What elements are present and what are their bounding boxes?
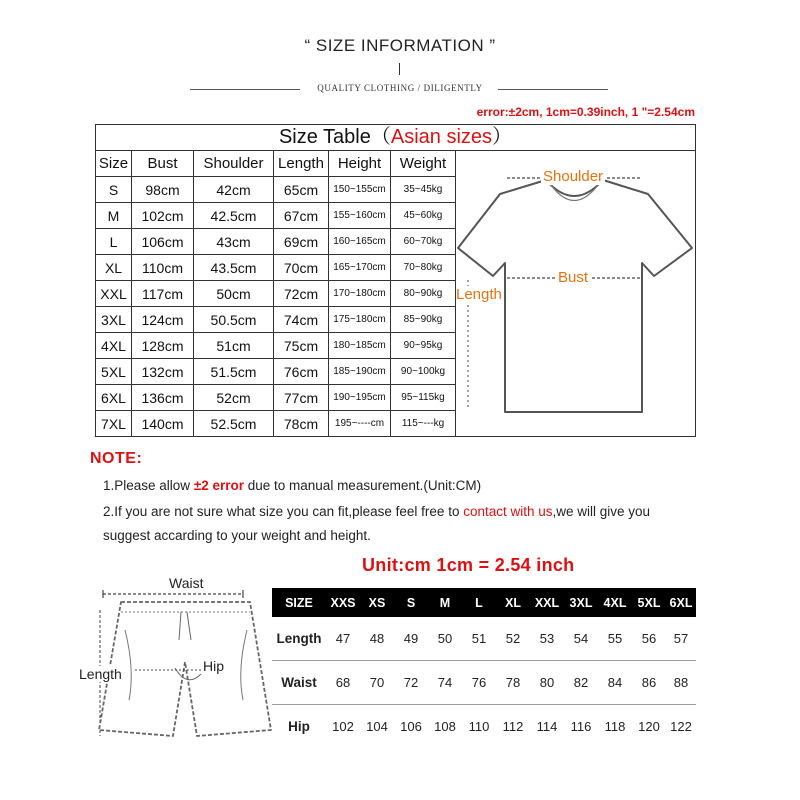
size-table-cell: 110cm (132, 255, 194, 281)
shorts-table-header-cell: L (462, 588, 496, 617)
size-table-cell: 98cm (132, 177, 194, 203)
size-table-cell: 136cm (132, 385, 194, 411)
shorts-table-cell: 47 (326, 617, 360, 661)
shorts-table-header-cell: 6XL (666, 588, 696, 617)
size-table-title-highlight: Asian sizes (390, 126, 493, 148)
shorts-table-cell: 122 (670, 719, 692, 734)
tshirt-diagram (456, 150, 695, 436)
shorts-table-row (272, 705, 696, 749)
shorts-diagram (75, 570, 275, 770)
size-table-cell: 115~---kg (391, 411, 456, 437)
size-table-cell: 51.5cm (194, 359, 274, 385)
bust-label: Bust (558, 269, 589, 286)
shorts-table-header-cell: XXS (326, 588, 360, 617)
size-table-cell: 102cm (132, 203, 194, 229)
note-1-end: due to manual measurement.(Unit:CM) (244, 478, 482, 493)
size-table-cell: 72cm (274, 281, 329, 307)
shorts-table-row-label: Length (272, 617, 326, 661)
note-1-start: 1.Please allow (103, 478, 194, 493)
size-table-cell: 78cm (274, 411, 329, 437)
shorts-table-header-cell: SIZE (272, 588, 326, 617)
waist-label: Waist (169, 575, 204, 591)
shorts-table-cell: 80 (530, 661, 564, 705)
shorts-table-cell: 106 (400, 719, 422, 734)
shorts-table-cell: 52 (496, 617, 530, 661)
shorts-table-cell: 84 (598, 661, 632, 705)
size-table-row (96, 411, 456, 437)
shorts-table-cell: 68 (326, 661, 360, 705)
error-note: error:±2cm, 1cm=0.39inch, 1 "=2.54cm (476, 105, 695, 119)
title-divider-tick (399, 63, 400, 75)
size-table-cell: 128cm (132, 333, 194, 359)
size-table-cell: 124cm (132, 307, 194, 333)
size-table-cell: 70~80kg (391, 255, 456, 281)
size-table-cell: 50.5cm (194, 307, 274, 333)
shorts-table-cell: 56 (632, 617, 666, 661)
size-table-cell: 76cm (274, 359, 329, 385)
col-header-shoulder: Shoulder (194, 151, 274, 177)
size-table-cell: 185~190cm (329, 359, 391, 385)
size-table-cell: 140cm (132, 411, 194, 437)
size-table-cell: 106cm (132, 229, 194, 255)
size-table-cell: 52cm (194, 385, 274, 411)
shorts-table-cell: 76 (462, 661, 496, 705)
size-table-cell: 74cm (274, 307, 329, 333)
size-table-row (96, 255, 456, 281)
shorts-table-cell: 49 (394, 617, 428, 661)
size-table-cell: 45~60kg (391, 203, 456, 229)
size-table-cell: 60~70kg (391, 229, 456, 255)
shorts-table-header-cell: XS (360, 588, 394, 617)
note-1 (103, 478, 481, 493)
size-table-row (96, 307, 456, 333)
size-table-cell: 155~160cm (329, 203, 391, 229)
shoulder-label: Shoulder (543, 168, 604, 185)
hip-label: Hip (203, 658, 225, 674)
subtitle-rule-left (190, 89, 300, 90)
shorts-table-cell: 88 (666, 661, 696, 705)
size-table-row (96, 229, 456, 255)
size-table-cell: M (96, 203, 132, 229)
size-table-row (96, 333, 456, 359)
shorts-table-cell: 78 (496, 661, 530, 705)
col-header-size: Size (96, 151, 132, 177)
shorts-table-cell: 112 (502, 719, 524, 734)
shorts-table-cell: 54 (564, 617, 598, 661)
size-table-cell: 95~115kg (391, 385, 456, 411)
size-table-cell: 132cm (132, 359, 194, 385)
col-header-height: Height (329, 151, 391, 177)
size-table-cell: 75cm (274, 333, 329, 359)
shorts-table-header-cell: S (394, 588, 428, 617)
size-table-cell: 170~180cm (329, 281, 391, 307)
size-table-cell: XXL (96, 281, 132, 307)
shorts-table-cell: 120 (638, 719, 660, 734)
size-table-cell: 195~----cm (329, 411, 391, 437)
size-table-cell: 90~95kg (391, 333, 456, 359)
size-table-cell: 35~45kg (391, 177, 456, 203)
size-table-title-text: Size Table（ (278, 126, 391, 148)
shorts-table-cell: 74 (428, 661, 462, 705)
shorts-table-cell: 86 (632, 661, 666, 705)
shorts-length-label: Length (79, 666, 122, 682)
shorts-table-header-cell: 4XL (598, 588, 632, 617)
shorts-table-header-cell: XXL (530, 588, 564, 617)
size-table-cell: 180~185cm (329, 333, 391, 359)
shorts-table-cell: 72 (394, 661, 428, 705)
size-table-cell: S (96, 177, 132, 203)
size-table-cell: 43.5cm (194, 255, 274, 281)
col-header-length: Length (274, 151, 329, 177)
size-table-cell: 77cm (274, 385, 329, 411)
size-table-cell: 42.5cm (194, 203, 274, 229)
size-table-cell: 80~90kg (391, 281, 456, 307)
size-table-cell: 90~100kg (391, 359, 456, 385)
note-heading: NOTE: (90, 450, 143, 467)
size-table-cell: 52.5cm (194, 411, 274, 437)
shorts-table-header-row (272, 588, 696, 617)
shorts-table-header-cell: 3XL (564, 588, 598, 617)
shorts-table-cell: 104 (366, 719, 388, 734)
size-table-row (96, 177, 456, 203)
size-table-cell: 165~170cm (329, 255, 391, 281)
size-table-cell: 42cm (194, 177, 274, 203)
size-table-title (96, 124, 695, 150)
size-table-cell: 175~180cm (329, 307, 391, 333)
size-table-row (96, 203, 456, 229)
shorts-table-header-cell: M (428, 588, 462, 617)
col-header-weight: Weight (391, 151, 456, 177)
size-table-header-row (96, 151, 456, 177)
shorts-table-cell: 110 (468, 719, 490, 734)
length-label: Length (456, 286, 502, 303)
shorts-table-cell: 116 (570, 719, 592, 734)
size-table-cell: 67cm (274, 203, 329, 229)
shorts-table-row (272, 617, 696, 661)
size-table-cell: XL (96, 255, 132, 281)
shorts-table-cell: 50 (428, 617, 462, 661)
subtitle: QUALITY CLOTHING / DILIGENTLY (317, 83, 483, 93)
size-table-cell: 190~195cm (329, 385, 391, 411)
size-table-cell: 4XL (96, 333, 132, 359)
size-table-row (96, 359, 456, 385)
size-table-row (96, 385, 456, 411)
size-table (95, 150, 456, 437)
page-title: “ SIZE INFORMATION ” (304, 36, 496, 55)
shorts-table-cell: 82 (564, 661, 598, 705)
shorts-table-cell: 108 (434, 719, 456, 734)
contact-link[interactable]: contact with us (463, 504, 553, 519)
size-table-cell: 69cm (274, 229, 329, 255)
size-table-cell: 65cm (274, 177, 329, 203)
col-header-bust: Bust (132, 151, 194, 177)
shorts-table-cell: 55 (598, 617, 632, 661)
shorts-table-cell: 114 (536, 719, 558, 734)
shorts-table-cell: 102 (332, 719, 354, 734)
note-2-end: ,we will give you (552, 504, 651, 519)
shorts-table-cell: 53 (530, 617, 564, 661)
size-table-row (96, 281, 456, 307)
size-table-title-close: ） (492, 126, 513, 148)
size-table-cell: 5XL (96, 359, 132, 385)
size-table-cell: 50cm (194, 281, 274, 307)
size-table-cell: 70cm (274, 255, 329, 281)
size-table-cell: 6XL (96, 385, 132, 411)
size-table-cell: L (96, 229, 132, 255)
note-1-highlight: ±2 error (193, 478, 244, 493)
size-table-cell: 85~90kg (391, 307, 456, 333)
shorts-table-row-label: Waist (272, 661, 326, 705)
shorts-table-row (272, 661, 696, 705)
shorts-table-header-cell: 5XL (632, 588, 666, 617)
note-2-start: 2.If you are not sure what size you can fit,please feel free to (103, 504, 464, 519)
size-table-cell: 43cm (194, 229, 274, 255)
note-3: suggest accarding to your weight and height. (103, 528, 371, 543)
shorts-table-header-cell: XL (496, 588, 530, 617)
shorts-table-cell: 48 (360, 617, 394, 661)
shorts-table-row-label: Hip (288, 719, 310, 734)
size-table-cell: 7XL (96, 411, 132, 437)
shorts-table-cell: 70 (360, 661, 394, 705)
size-table-cell: 150~155cm (329, 177, 391, 203)
shorts-table-cell: 57 (666, 617, 696, 661)
subtitle-rule-right (498, 89, 608, 90)
shorts-table-cell: 118 (604, 719, 626, 734)
size-table-cell: 160~165cm (329, 229, 391, 255)
shorts-size-table (272, 588, 696, 748)
shorts-table-cell: 51 (462, 617, 496, 661)
size-table-cell: 117cm (132, 281, 194, 307)
size-table-cell: 51cm (194, 333, 274, 359)
note-2 (103, 504, 650, 519)
unit-heading: Unit:cm 1cm = 2.54 inch (362, 555, 575, 575)
size-table-cell: 3XL (96, 307, 132, 333)
